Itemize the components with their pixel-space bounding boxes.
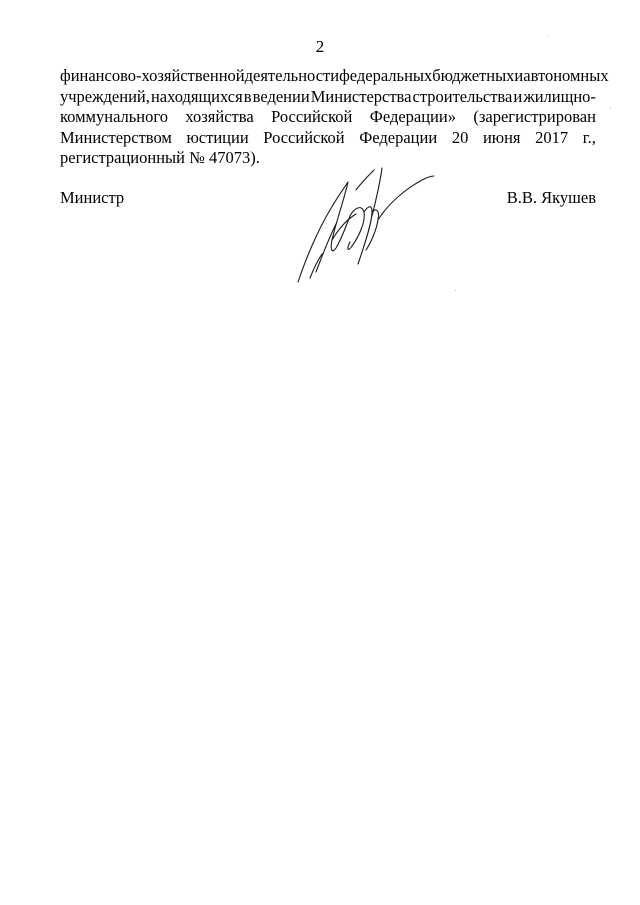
signer-name: В.В. Якушев (506, 188, 596, 207)
word: (зарегистрирован (473, 107, 596, 126)
word: и (513, 86, 523, 106)
word: 20 (451, 127, 469, 147)
word: деятельности (244, 66, 340, 85)
word: и (514, 66, 524, 85)
word: бюджетных (432, 66, 515, 85)
word: учреждений, (60, 86, 150, 106)
word: Федерации (359, 127, 438, 147)
word: Федерации» (369, 107, 456, 126)
page-number: 2 (315, 37, 325, 56)
body-paragraph (60, 66, 609, 169)
word: 2017 (535, 127, 569, 147)
text-line (60, 107, 596, 128)
word: регистрационный № 47073). (60, 148, 260, 167)
word: коммунального (60, 107, 168, 126)
scan-speck (610, 108, 611, 109)
text-line (60, 128, 596, 149)
word: в (243, 86, 252, 106)
word: автономных (523, 66, 609, 85)
word: федеральных (339, 66, 433, 85)
word: находящихся (150, 86, 243, 106)
word: Министерством (60, 127, 172, 147)
word: финансово-хозяйственной (60, 66, 245, 85)
word: г., (582, 127, 596, 147)
text-line (60, 87, 596, 108)
word: строительства (412, 86, 513, 106)
scan-speck (548, 36, 549, 37)
scan-speck (455, 290, 456, 291)
word: Российской (263, 127, 345, 147)
word: июня (482, 127, 521, 147)
signer-title: Министр (60, 188, 125, 207)
word: ведении (252, 86, 310, 106)
word: Российской (271, 107, 353, 126)
handwritten-signature (292, 160, 442, 285)
word: хозяйства (185, 107, 254, 126)
word: юстиции (186, 127, 249, 147)
word: жилищно- (523, 86, 596, 106)
word: Министерства (310, 86, 412, 106)
text-line (60, 66, 609, 87)
